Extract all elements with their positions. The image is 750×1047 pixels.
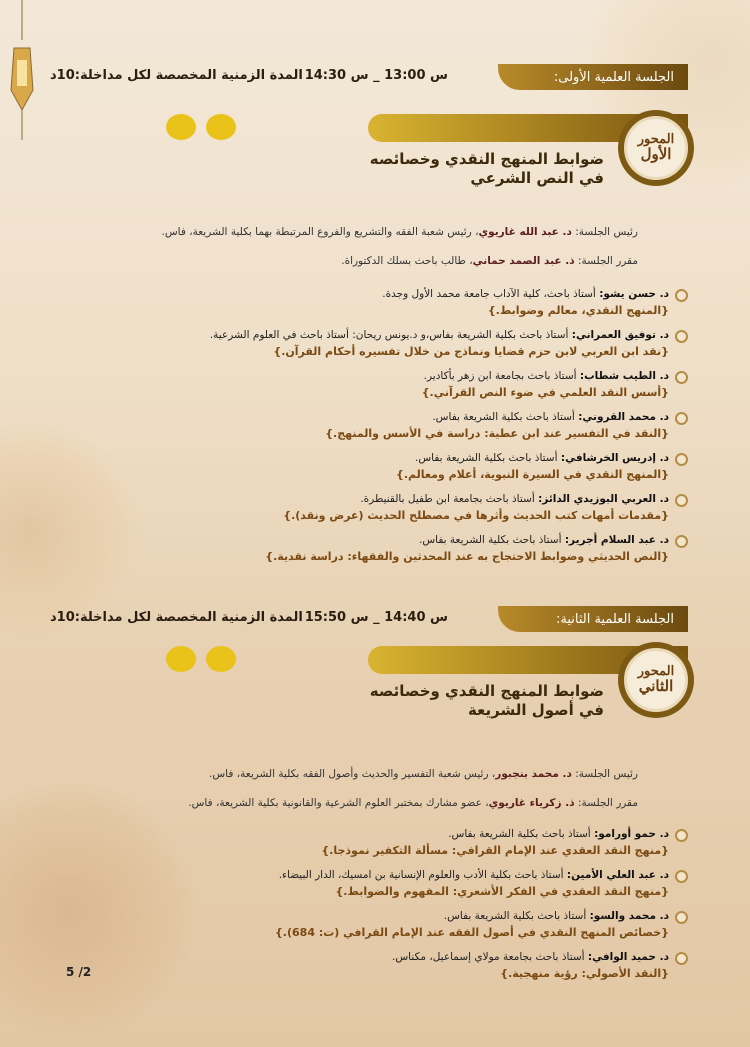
speaker-desc: أستاذ باحث بكلية الشريعة بفاس. bbox=[419, 534, 565, 546]
talk-topic: {خصائص المنهج النقدي في أصول الفقه عند الإمام القرافي (ت: 684).} bbox=[274, 926, 669, 939]
talk-topic: {المنهج النقدي في السيرة النبوية، أعلام ومعالم.} bbox=[396, 468, 669, 481]
list-item bbox=[128, 450, 688, 483]
axis-badge-line2: الأول bbox=[640, 144, 672, 163]
list-item bbox=[128, 949, 688, 982]
rapporteur-name: ذ. عبد الصمد حماني bbox=[472, 255, 575, 267]
chair-label: رئيس الجلسة: bbox=[571, 226, 638, 238]
bullet-icon bbox=[675, 453, 688, 466]
axis-badge bbox=[618, 110, 694, 186]
axis-badge-line1: المحور bbox=[637, 132, 675, 148]
talk-topic: {النص الحديثي وضوابط الاحتجاج به عند المحدثين والفقهاء: دراسة نقدية.} bbox=[265, 550, 669, 563]
speaker-name: د. الطيب شطاب: bbox=[579, 370, 669, 382]
list-item bbox=[128, 491, 688, 524]
decor-dot bbox=[166, 114, 196, 140]
session-time: س 13:00 _ س 14:30 bbox=[304, 68, 448, 83]
session-duration: المدة الزمنية المخصصة لكل مداخلة:10د bbox=[50, 610, 303, 625]
rapporteur-desc: ، طالب باحث بسلك الدكتوراة. bbox=[341, 255, 473, 267]
talk-topic: {أسس النقد العلمي في ضوء النص القرآني.} bbox=[421, 386, 669, 399]
list-item bbox=[128, 286, 688, 319]
session-time: س 14:40 _ س 15:50 bbox=[304, 610, 448, 625]
speaker-desc: أستاذ باحث بكلية الشريعة بفاس. bbox=[432, 411, 579, 423]
axis-banner bbox=[160, 646, 688, 736]
bullet-icon bbox=[675, 412, 688, 425]
session-label: الجلسة العلمية الثانية: bbox=[498, 606, 688, 632]
axis-title: ضوابط المنهج النقدي وخصائصه في أصول الشريعة bbox=[369, 682, 604, 719]
speaker-desc: أستاذ باحث بكلية الشريعة بفاس. bbox=[443, 910, 590, 922]
session-rapporteur bbox=[188, 797, 638, 809]
axis-badge bbox=[618, 642, 694, 718]
decor-dot bbox=[206, 114, 236, 140]
speaker-name: د. توفيق العمراني: bbox=[571, 329, 669, 341]
axis-badge-line2: الثاني bbox=[638, 676, 674, 695]
session-rapporteur bbox=[341, 255, 638, 267]
rapporteur-label: مقرر الجلسة: bbox=[574, 797, 638, 809]
decor-dot bbox=[206, 646, 236, 672]
speaker-name: د. عبد العلي الأمين: bbox=[566, 869, 669, 881]
chair-label: رئيس الجلسة: bbox=[571, 768, 638, 780]
list-item bbox=[128, 867, 688, 900]
axis-banner bbox=[160, 114, 688, 204]
bullet-icon bbox=[675, 494, 688, 507]
speaker-desc: أستاذ باحث بكلية الأدب والعلوم الإنسانية بن امسيك، الدار البيضاء. bbox=[278, 869, 567, 881]
talk-topic: {منهج النقد العقدي في الفكر الأشعري: المفهوم والضوابط.} bbox=[335, 885, 669, 898]
page-number: 2/ 5 bbox=[66, 965, 92, 979]
speaker-name: د. حسن يشو: bbox=[599, 288, 669, 300]
speaker-desc: أستاذ باحث، كلية الآداب جامعة محمد الأول وجدة. bbox=[382, 288, 600, 300]
rapporteur-name: ذ. زكرياء غاريوي bbox=[488, 797, 575, 809]
decor-dot bbox=[166, 646, 196, 672]
rapporteur-label: مقرر الجلسة: bbox=[574, 255, 638, 267]
session-header bbox=[50, 64, 688, 90]
speaker-name: د. محمد القروني: bbox=[578, 411, 669, 423]
speaker-name: د. محمد والسو: bbox=[589, 910, 669, 922]
bullet-icon bbox=[675, 535, 688, 548]
talk-topic: {نقد ابن العربي لابن حزم قضايا ونماذج من خلال تفسيره أحكام القرآن.} bbox=[273, 345, 669, 358]
bullet-icon bbox=[675, 289, 688, 302]
speaker-name: د. العربي البوزيدي الدائز: bbox=[538, 493, 669, 505]
talk-topic: {مقدمات أمهات كتب الحديث وأثرها في مصطلح الحديث (عرض ونقد).} bbox=[283, 509, 669, 522]
talk-topic: {النقد الأصولي: رؤية منهجية.} bbox=[500, 967, 669, 980]
speaker-list bbox=[128, 286, 688, 573]
bullet-icon bbox=[675, 829, 688, 842]
speaker-desc: أستاذ باحث بكلية الشريعة بفاس. bbox=[448, 828, 595, 840]
speaker-name: د. إدريس الخرشافي: bbox=[560, 452, 669, 464]
list-item bbox=[128, 908, 688, 941]
rapporteur-desc: ، عضو مشارك بمختبر العلوم الشرعية والقانونية بكلية الشريعة، فاس. bbox=[188, 797, 489, 809]
list-item bbox=[128, 368, 688, 401]
session-chair bbox=[161, 226, 638, 238]
axis-title: ضوابط المنهج النقدي وخصائصه في النص الشرعي bbox=[369, 150, 604, 187]
session-duration: المدة الزمنية المخصصة لكل مداخلة:10د bbox=[50, 68, 303, 83]
session-chair bbox=[209, 768, 638, 780]
talk-topic: {المنهج النقدي، معالم وضوابط.} bbox=[487, 304, 669, 317]
session-header bbox=[50, 606, 688, 632]
speaker-desc: أستاذ باحث بجامعة مولاي إسماعيل، مكناس. bbox=[392, 951, 588, 963]
speaker-name: د. عبد السلام أجرير: bbox=[564, 534, 669, 546]
chair-name: د. محمد بنجبور bbox=[495, 768, 572, 780]
speaker-desc: أستاذ باحث بكلية الشريعة بفاس. bbox=[415, 452, 561, 464]
list-item bbox=[128, 409, 688, 442]
axis-badge-line1: المحور bbox=[637, 664, 675, 680]
bullet-icon bbox=[675, 330, 688, 343]
speaker-desc: أستاذ باحث بجامعة ابن زهر بأكادير. bbox=[423, 370, 580, 382]
chair-desc: ، رئيس شعبة التفسير والحديث وأصول الفقه بكلية الشريعة، فاس. bbox=[209, 768, 496, 780]
speaker-name: د. حميد الوافي: bbox=[587, 951, 669, 963]
list-item bbox=[128, 327, 688, 360]
speaker-name: د. حمو أورامو: bbox=[594, 828, 669, 840]
bullet-icon bbox=[675, 371, 688, 384]
speaker-desc: أستاذ باحث بجامعة ابن طفيل بالقنيطرة. bbox=[360, 493, 539, 505]
bullet-icon bbox=[675, 911, 688, 924]
list-item bbox=[128, 826, 688, 859]
list-item bbox=[128, 532, 688, 565]
talk-topic: {النقد في التفسير عند ابن عطية: دراسة في الأسس والمنهج.} bbox=[325, 427, 669, 440]
bullet-icon bbox=[675, 870, 688, 883]
talk-topic: {منهج النقد العقدي عند الإمام القرافي: مسألة التكفير نموذجا.} bbox=[321, 844, 669, 857]
bullet-icon bbox=[675, 952, 688, 965]
session-label: الجلسة العلمية الأولى: bbox=[498, 64, 688, 90]
speaker-list bbox=[128, 826, 688, 990]
chair-name: د. عبد الله غاريوي bbox=[478, 226, 572, 238]
chair-desc: ، رئيس شعبة الفقه والتشريع والفروع المرتبطة بهما بكلية الشريعة، فاس. bbox=[161, 226, 479, 238]
speaker-desc: أستاذ باحث بكلية الشريعة بفاس،و د.يونس ريحان: أستاذ باحث في العلوم الشرعية. bbox=[209, 329, 572, 341]
